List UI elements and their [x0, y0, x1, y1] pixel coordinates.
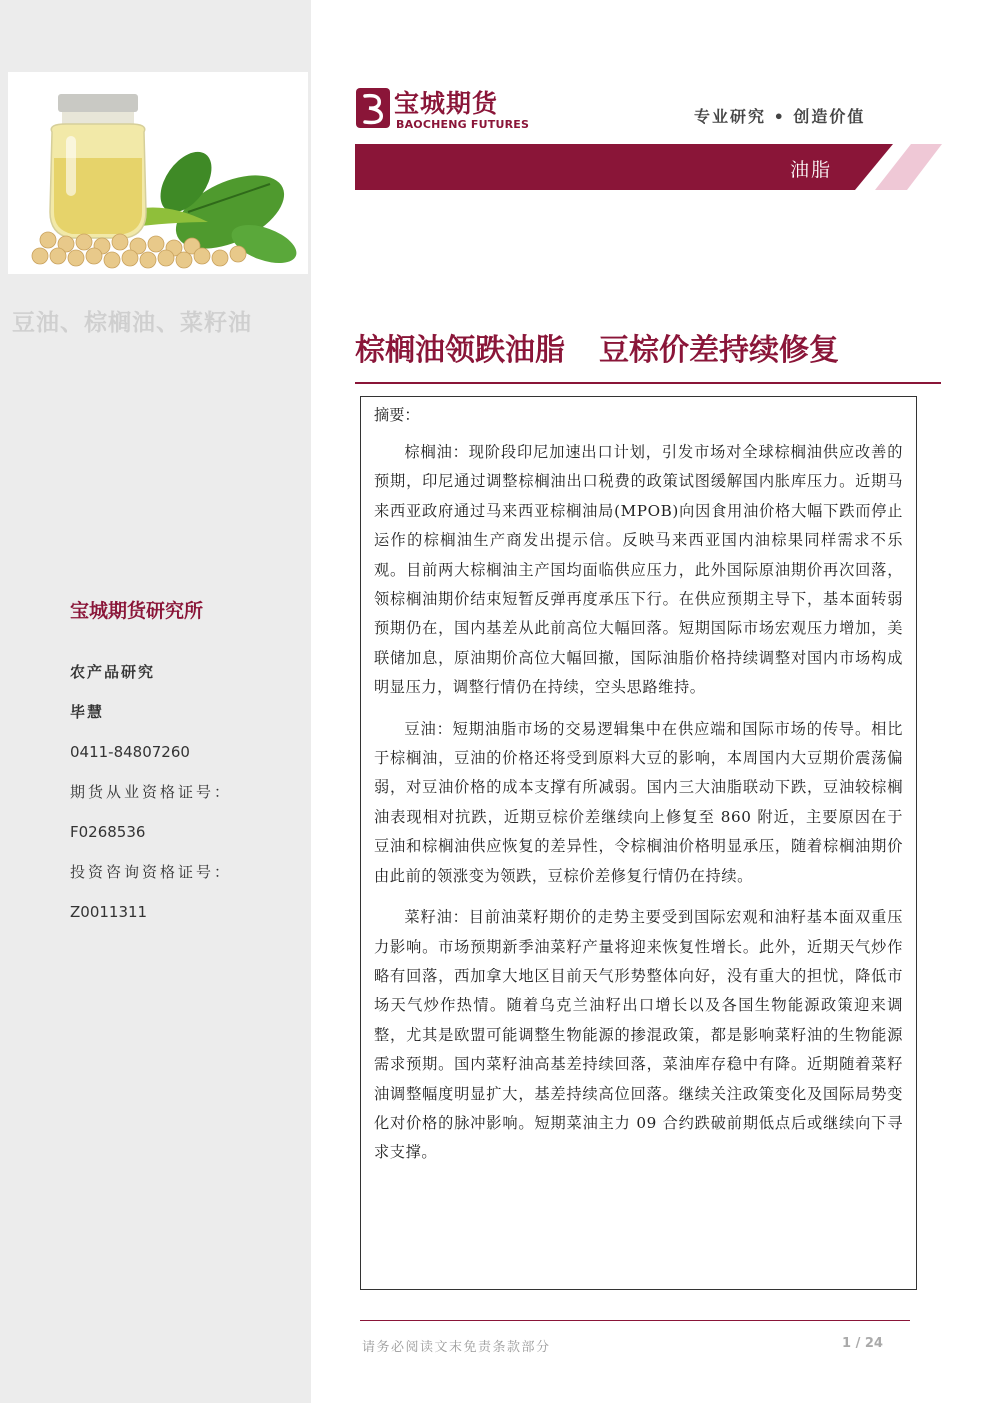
product-list: 豆油、棕榈油、菜籽油 — [12, 310, 252, 336]
phone-number: 0411-84807260 — [70, 743, 190, 761]
summary-paragraph-palm-oil: 棕榈油：现阶段印尼加速出口计划，引发市场对全球棕榈油供应改善的预期，印尼通过调整棕榈油出口税费的政策试图缓解国内胀库压力。近期马来西亚政府通过马来西亚棕榈油局(MPOB)向因食用油价格大幅下跌而停止运作的棕榈油生产商发出提示信。反映马来西亚国内油棕果同样需求不乐观。目前两大棕榈油主产国均面临供应压力，此外国际原油期价再次回落，领棕榈油期价结束短暂反弹再度承压下行。在供应预期主导下，基本面转弱预期仍在，国内基差从此前高位大幅回落。短期国际市场宏观压力增加，美联储加息，原油期价高位大幅回撤，国际油脂价格持续调整对国内市场构成明显压力，调整行情仍在持续，空头思路维持。 — [374, 443, 903, 697]
brand-name-cn: 宝城期货 — [394, 89, 499, 118]
title-divider — [355, 382, 941, 384]
title-part-2: 豆棕价差持续修复 — [599, 333, 839, 368]
summary-paragraph-soybean-oil: 豆油：短期油脂市场的交易逻辑集中在供应端和国际市场的传导。相比于棕榈油，豆油的价格还将受到原料大豆的影响，本周国内大豆期价震荡偏弱，对豆油价格的成本支撑有所减弱。国内三大油脂联动下跌，豆油较棕榈油表现相对抗跌，近期豆棕价差继续向上修复至 860 附近，主要原因在于豆油和棕榈油供应恢复的差异性，令棕榈油价格明显承压，随着棕榈油期价由此前的领涨变为领跌，豆棕价差修复行情仍在持续。 — [374, 719, 903, 885]
contact-block — [70, 660, 300, 940]
slogan: 专业研究 • 创造价值 — [694, 107, 866, 126]
hero-image-oil-soybeans — [8, 72, 308, 274]
report-title — [355, 325, 942, 369]
futures-cert-number: F0268536 — [70, 823, 146, 841]
footer-divider — [360, 1320, 910, 1321]
brand-logo-icon — [355, 86, 391, 130]
sidebar — [0, 0, 311, 1403]
summary-heading: 摘要： — [374, 406, 420, 424]
department: 农产品研究 — [70, 663, 156, 681]
disclaimer-note: 请务必阅读文末免责条款部分 — [362, 1340, 551, 1355]
analyst-name: 毕慧 — [70, 703, 105, 721]
title-part-1: 棕榈油领跌油脂 — [355, 333, 565, 368]
institute-name: 宝城期货研究所 — [70, 600, 204, 622]
invest-cert-label: 投资咨询资格证号： — [70, 863, 233, 881]
page-number: 1 / 24 — [842, 1336, 883, 1351]
invest-cert-number: Z0011311 — [70, 903, 148, 921]
brand-name-en: BAOCHENG FUTURES — [396, 118, 530, 131]
summary-box — [360, 396, 917, 1290]
category-banner — [355, 144, 942, 190]
category-label: 油脂 — [790, 159, 833, 181]
futures-cert-label: 期货从业资格证号： — [70, 783, 233, 801]
summary-paragraph-rapeseed-oil: 菜籽油：目前油菜籽期价的走势主要受到国际宏观和油籽基本面双重压力影响。市场预期新季油菜籽产量将迎来恢复性增长。此外，近期天气炒作略有回落，西加拿大地区目前天气形势整体向好，没有重大的担忧，降低市场天气炒作热情。随着乌克兰油籽出口增长以及各国生物能源政策迎来调整，尤其是欧盟可能调整生物能源的掺混政策，都是影响菜籽油的生物能源需求预期。国内菜籽油高基差持续回落，菜油库存稳中有降。近期随着菜籽油调整幅度明显扩大，基差持续高位回落。继续关注政策变化及国际局势变化对价格的脉冲影响。短期菜油主力 09 合约跌破前期低点后或继续向下寻求支撑。 — [374, 908, 903, 1162]
